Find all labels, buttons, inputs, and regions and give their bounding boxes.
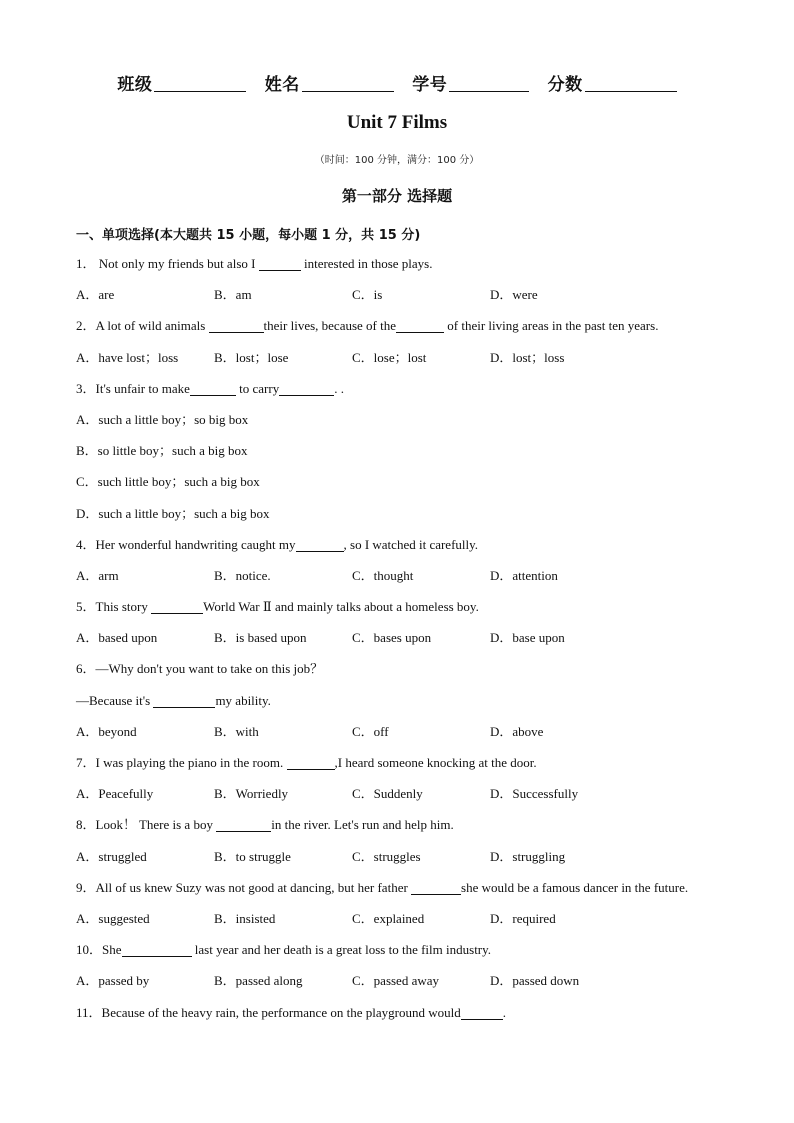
answer-blank[interactable] xyxy=(287,755,335,770)
answer-options xyxy=(76,716,726,747)
answer-option[interactable]: C．explained xyxy=(352,910,425,926)
class-field xyxy=(117,75,246,95)
score-blank[interactable] xyxy=(585,75,677,92)
answer-option[interactable]: C．lose；lost xyxy=(352,349,427,365)
answer-option[interactable]: D．were xyxy=(490,287,538,303)
answer-blank[interactable] xyxy=(190,381,236,396)
stem-text: 3．It's unfair to make xyxy=(76,380,190,396)
answer-option[interactable]: D．such a little boy；such a big box xyxy=(76,505,270,521)
stem-text: ,I heard someone knocking at the door. xyxy=(334,755,537,770)
answer-option[interactable]: D．base upon xyxy=(490,630,565,646)
answer-blank[interactable] xyxy=(411,880,461,895)
stem-text: 10．She xyxy=(76,942,122,958)
student-id-label: 学号 xyxy=(412,75,448,95)
answer-options xyxy=(76,279,726,310)
question-stem xyxy=(76,529,726,560)
score-label: 分数 xyxy=(547,75,583,95)
answer-option[interactable]: B．so little boy；such a big box xyxy=(76,443,248,459)
answer-option[interactable]: D．above xyxy=(490,723,544,739)
stem-text: 6．—Why don't you want to take on this job？ xyxy=(76,661,324,677)
stem-text: interested in those plays. xyxy=(300,256,433,271)
name-blank[interactable] xyxy=(302,75,394,92)
answer-option[interactable]: A．arm xyxy=(76,567,119,583)
answer-blank[interactable] xyxy=(259,256,301,271)
student-id-field xyxy=(412,75,529,95)
question-stem xyxy=(76,591,726,622)
answer-option[interactable]: C．off xyxy=(352,723,389,739)
question-stem xyxy=(76,685,726,716)
answer-option[interactable]: B．to struggle xyxy=(214,848,291,864)
answer-option[interactable]: D．required xyxy=(490,910,556,926)
exam-time-note: （时间：100 分钟，满分：100 分） xyxy=(314,155,480,166)
question-stem xyxy=(76,997,726,1028)
answer-option[interactable]: A．passed by xyxy=(76,973,150,989)
answer-option[interactable]: A．based upon xyxy=(76,630,158,646)
stem-text: 5．This story xyxy=(76,599,152,615)
stem-text: she would be a famous dancer in the future. xyxy=(461,879,689,895)
stem-text: 9．All of us knew Suzy was not good at dancing, but her father xyxy=(76,879,412,895)
class-blank[interactable] xyxy=(154,75,246,92)
stem-text: 1． Not only my friends but also I xyxy=(76,256,259,271)
answer-option[interactable]: C．struggles xyxy=(352,848,421,864)
student-info-header xyxy=(0,70,794,95)
score-field xyxy=(548,75,677,95)
answer-blank[interactable] xyxy=(461,1005,503,1020)
stem-text: 11．Because of the heavy rain, the performance on the playground would xyxy=(76,1004,461,1020)
stem-text: to carry xyxy=(235,380,280,396)
answer-option[interactable]: C．passed away xyxy=(352,973,440,989)
answer-option[interactable]: D．passed down xyxy=(490,973,580,989)
student-id-blank[interactable] xyxy=(449,75,529,92)
stem-text: of their living areas in the past ten years. xyxy=(444,318,659,334)
answer-options xyxy=(76,903,726,934)
answer-option[interactable]: A．are xyxy=(76,287,115,303)
answer-option[interactable]: A．struggled xyxy=(76,848,147,864)
answer-options xyxy=(76,622,726,653)
class-label: 班级 xyxy=(117,75,153,95)
answer-blank[interactable] xyxy=(122,942,192,957)
answer-option[interactable]: B．passed along xyxy=(214,973,303,989)
stem-text: in the river. Let's run and help him. xyxy=(271,817,454,833)
stem-text: last year and her death is a great loss to the film industry. xyxy=(191,942,492,958)
answer-option[interactable]: B．Worriedly xyxy=(214,786,289,802)
answer-options xyxy=(76,342,726,373)
stem-text: . xyxy=(502,1004,506,1020)
question-stem xyxy=(76,809,726,840)
answer-option[interactable]: B．am xyxy=(214,287,252,303)
answer-blank[interactable] xyxy=(153,693,215,708)
answer-option[interactable]: B．lost；lose xyxy=(214,349,289,365)
answer-option[interactable]: B．notice. xyxy=(214,567,271,583)
answer-options xyxy=(76,841,726,872)
stem-text: 7．I was playing the piano in the room. xyxy=(76,755,287,770)
stem-text: World War Ⅱ and mainly talks about a homeless boy. xyxy=(203,599,479,615)
answer-blank[interactable] xyxy=(216,817,271,832)
answer-option[interactable]: A．beyond xyxy=(76,723,137,739)
answer-options xyxy=(76,778,726,809)
answer-blank[interactable] xyxy=(396,318,444,333)
question-stem xyxy=(76,373,726,404)
answer-option[interactable]: C．such little boy；such a big box xyxy=(76,474,260,490)
name-field xyxy=(265,75,394,95)
answer-option[interactable]: D．struggling xyxy=(490,848,566,864)
answer-option[interactable]: C．is xyxy=(352,287,383,303)
stem-text: 2．A lot of wild animals xyxy=(76,318,209,334)
question-stem xyxy=(76,872,726,903)
page-title: Unit 7 Films xyxy=(346,112,448,133)
stem-text: 4．Her wonderful handwriting caught my xyxy=(76,536,296,552)
answer-option[interactable]: D．attention xyxy=(490,567,558,583)
answer-options xyxy=(76,965,726,996)
question-stem xyxy=(76,653,726,684)
answer-option[interactable]: D．lost；loss xyxy=(490,349,565,365)
answer-option[interactable]: B．is based upon xyxy=(214,630,307,646)
answer-blank[interactable] xyxy=(151,599,203,614)
answer-option[interactable]: A．such a little boy；so big box xyxy=(76,411,249,427)
question-stem xyxy=(76,747,726,778)
question-stem xyxy=(76,310,726,341)
answer-option[interactable]: C．bases upon xyxy=(352,630,432,646)
answer-option[interactable]: A．have lost；loss xyxy=(76,349,179,365)
question-stem xyxy=(76,248,726,279)
question-list xyxy=(76,248,726,1028)
answer-blank[interactable] xyxy=(209,318,264,333)
answer-option[interactable]: D．Successfully xyxy=(490,786,579,802)
answer-option[interactable]: B．insisted xyxy=(214,910,276,926)
stem-text: 8．Look！ There is a boy xyxy=(76,817,217,833)
answer-option[interactable]: B．with xyxy=(214,723,259,739)
stem-text: —Because it's xyxy=(76,692,154,708)
name-label: 姓名 xyxy=(264,75,300,95)
stem-text: . . xyxy=(334,380,344,396)
stem-text: my ability. xyxy=(215,692,271,708)
answer-option[interactable]: C．thought xyxy=(352,567,414,583)
answer-blank[interactable] xyxy=(296,537,344,552)
answer-option[interactable]: A．Peacefully xyxy=(76,786,154,802)
stem-text: their lives, because of the xyxy=(263,318,397,334)
answer-option[interactable]: C．Suddenly xyxy=(352,786,423,802)
section-title: 一、单项选择(本大题共 15 小题，每小题 1 分，共 15 分) xyxy=(76,228,421,243)
part-title: 第一部分 选择题 xyxy=(341,187,453,205)
question-stem xyxy=(76,934,726,965)
answer-options xyxy=(76,560,726,591)
answer-blank[interactable] xyxy=(279,381,334,396)
stem-text: , so I watched it carefully. xyxy=(343,536,479,552)
answer-option[interactable]: A．suggested xyxy=(76,910,150,926)
